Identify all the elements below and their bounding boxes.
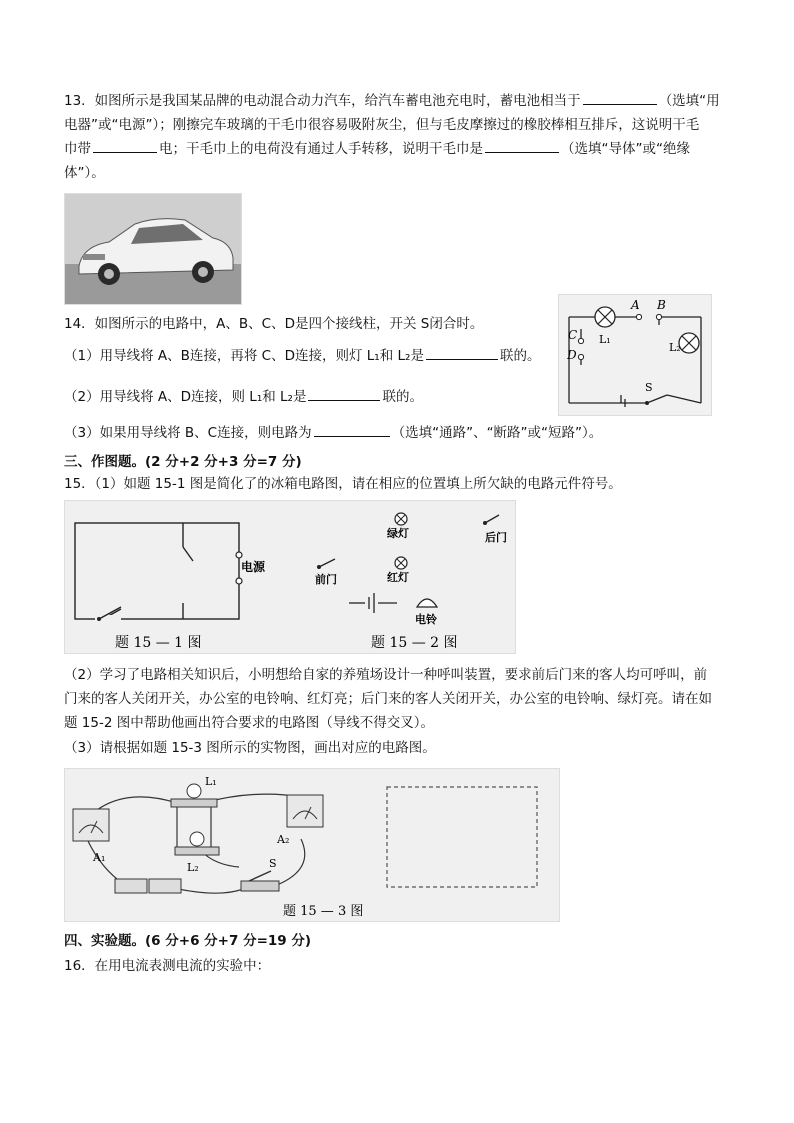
fig2-bell: 电铃	[415, 613, 437, 626]
fig2-caption: 题 15 — 2 图	[371, 635, 458, 651]
q13-line2: 电器”或“电源”）；刚擦完车玻璃的干毛巾很容易吸附灰尘，但与毛皮摩擦过的橡胶棒相互排斥，这说明干毛	[64, 117, 700, 133]
q15-figure-3	[64, 768, 560, 922]
q14-part3-b: （选填“通路”、“断路”或“短路”）。	[391, 425, 603, 441]
q14-part1-b: 联的。	[499, 348, 541, 364]
bell-icon	[417, 599, 437, 607]
label-d: D	[567, 348, 577, 362]
fig2-back-door: 后门	[485, 531, 507, 544]
q14-part1	[64, 345, 540, 367]
q13-line1-text: 13．如图所示是我国某品牌的电动混合动力汽车，给汽车蓄电池充电时，蓄电池相当于	[64, 93, 581, 109]
switch-s-icon	[647, 395, 667, 403]
q13-line1-tail: （选填“用	[658, 93, 720, 109]
q13-line3	[64, 138, 690, 160]
q14-part2-a: （2）用导线将 A、D连接，则 L₁和 L₂是	[64, 389, 307, 405]
label-a: A	[631, 298, 640, 312]
label-s: S	[645, 381, 653, 394]
answer-dashed-box	[387, 787, 537, 887]
q14-blank-3[interactable]	[314, 422, 390, 437]
lamp-l1-icon	[187, 784, 201, 798]
q15-figures-1-2	[64, 500, 516, 654]
q14-blank-2[interactable]	[308, 386, 380, 401]
fig2-front-door: 前门	[315, 573, 337, 586]
label-b: B	[657, 298, 666, 312]
battery-icon	[115, 879, 147, 893]
q13-line4: 体”）。	[64, 165, 105, 181]
fridge-circuit-icon	[75, 523, 239, 619]
q14-part3-a: （3）如果用导线将 B、C连接，则电路为	[64, 425, 312, 441]
q15-part1: 15．（1）如题 15-1 图是简化了的冰箱电路图，请在相应的位置填上所欠缺的电路元件符号。	[64, 476, 622, 492]
fig2-red-lamp: 红灯	[387, 571, 409, 584]
car-illustration	[65, 194, 241, 304]
q14-part2	[64, 386, 423, 408]
fig3-caption: 题 15 — 3 图	[283, 904, 364, 919]
q14-circuit-figure	[558, 294, 712, 416]
q13-line3-b: 电；干毛巾上的电荷没有通过人手转移，说明干毛巾是	[159, 141, 483, 157]
q14-stem: 14．如图所示的电路中，A、B、C、D是四个接线柱，开关 S闭合时。	[64, 316, 484, 332]
q13-blank-3[interactable]	[485, 138, 559, 153]
q13-line3-c: （选填“导体”或“绝缘	[561, 141, 690, 157]
q15-part3: （3）请根据如题 15-3 图所示的实物图，画出对应的电路图。	[64, 740, 436, 756]
q14-part1-a: （1）用导线将 A、B连接，再将 C、D连接，则灯 L₁和 L₂是	[64, 348, 424, 364]
fig3-a2: A₂	[277, 833, 290, 846]
section-4-title: 四、实验题。(6 分+6 分+7 分=19 分)	[64, 933, 312, 949]
q16-stem: 16．在用电流表测电流的实验中：	[64, 958, 271, 974]
q14-part2-b: 联的。	[382, 389, 423, 405]
fig1-source-label: 电源	[241, 560, 266, 574]
lamp-l2-icon	[190, 832, 204, 846]
q13-line3-a: 巾带	[64, 141, 91, 157]
car-photo	[64, 193, 242, 305]
switch-icon	[241, 881, 279, 891]
q15-part2-line1: （2）学习了电路相关知识后，小明想给自家的养殖场设计一种呼叫装置，要求前后门来的客人均可呼叫，前	[64, 667, 708, 683]
fig3-l2: L₂	[187, 861, 199, 874]
q14-part3	[64, 422, 602, 444]
fig3-s: S	[269, 857, 277, 870]
fig3-l1: L₁	[205, 775, 217, 788]
label-c: C	[568, 328, 578, 342]
fig1-caption: 题 15 — 1 图	[115, 635, 202, 651]
q13-blank-2[interactable]	[93, 138, 157, 153]
q15-part2-line3: 题 15-2 图中帮助他画出符合要求的电路图（导线不得交叉）。	[64, 715, 434, 731]
fig3-a1: A₁	[93, 851, 106, 864]
label-l2: L₂	[669, 341, 681, 354]
q14-blank-1[interactable]	[426, 345, 498, 360]
q15-part2-line2: 门来的客人关闭开关，办公室的电铃响、红灯亮；后门来的客人关闭开关，办公室的电铃响、绿灯亮。请在如	[64, 691, 712, 707]
q13-line1	[64, 90, 720, 112]
q13-blank-1[interactable]	[583, 90, 657, 105]
fig2-green-lamp: 绿灯	[387, 527, 409, 540]
section-3-title: 三、作图题。(2 分+2 分+3 分=7 分)	[64, 454, 302, 470]
label-l1: L₁	[599, 333, 611, 346]
